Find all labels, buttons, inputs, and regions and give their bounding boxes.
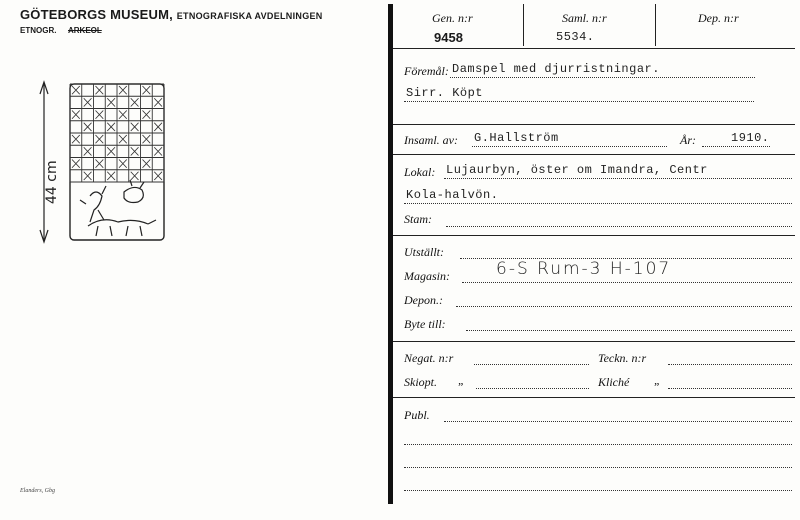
magasin-value: 6-S Rum-3 H-107 [496,259,672,279]
lokal-value-line2: Kola-halvön. [406,188,499,202]
ar-label: År: [680,133,696,147]
byte-label: Byte till: [404,317,446,331]
negat-label: Negat. n:r [404,351,454,365]
struck-section-label: ARKEOL [68,26,102,35]
museum-name: GÖTEBORGS MUSEUM, [20,7,173,22]
utstallt-label: Utställt: [404,245,445,259]
game-grid [70,84,164,182]
object-sketch [28,76,173,248]
museum-header [20,7,323,22]
gen-number-value: 9458 [434,30,463,45]
depon-label: Depon.: [404,293,443,307]
animal-drawings [80,180,156,236]
department-name: ETNOGRAFISKA AVDELNINGEN [176,11,323,21]
cliche-ditto: „ [654,373,661,387]
gen-number-label: Gen. n:r [432,11,473,25]
section-label: ETNOGR. [20,26,57,35]
saml-number-value: 5534. [556,30,595,44]
dimension-label: 44 cm [44,160,60,204]
cliche-label: Kliché [598,375,630,389]
foremal-label: Föremål: [404,64,449,78]
foremal-value-line2: Sirr. Köpt [406,86,484,100]
lokal-label: Lokal: [404,165,436,179]
ar-value: 1910. [731,131,770,145]
lokal-value: Lujaurbyn, öster om Imandra, Centr [446,163,708,177]
foremal-value: Damspel med djurristningar. [452,62,660,76]
publ-label: Publ. [404,408,430,422]
insaml-value: G.Hallström [474,131,559,145]
skiopt-ditto: „ [458,373,465,387]
dep-number-label: Dep. n:r [698,11,739,25]
teckn-label: Teckn. n:r [598,351,647,365]
magasin-label: Magasin: [404,269,450,283]
insaml-label: Insaml. av: [404,133,458,147]
card-divider [388,4,393,504]
saml-number-label: Saml. n:r [562,11,607,25]
printer-mark: Elanders, Gbg [20,488,55,494]
skiopt-label: Skiopt. [404,375,437,389]
stam-label: Stam: [404,212,432,226]
